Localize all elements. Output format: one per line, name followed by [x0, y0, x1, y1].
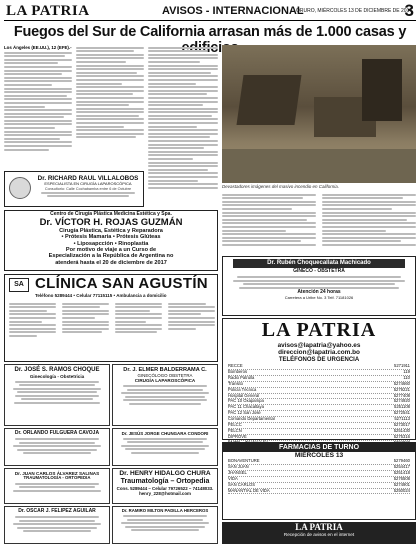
footer-title: LA PATRIA [295, 522, 343, 532]
felipez-name: Dr. OSCAR J. FELIPEZ AGUILAR [18, 508, 96, 514]
fulguera-name: Dr. ORLANDO FULGUERA CAVOJA [14, 430, 100, 436]
pharmacy-row-name: SAN CARLOS [228, 481, 255, 487]
pharmacy-row-name: JHANSEL [228, 469, 247, 475]
pharmacies-list [223, 459, 415, 494]
balderrama-name: Dr. J. ELMER BALDERRAMA C. [123, 367, 207, 373]
newspaper-logo: LA PATRIA [6, 3, 90, 19]
vital-line-5: Especialización a la República de Argentina no [48, 253, 174, 260]
directory-row-name: PAC 12 San José [228, 410, 261, 416]
emergency-directory [222, 318, 416, 440]
article-column-4 [222, 192, 316, 254]
directory-row-name: PAC 10 Oxapampa [228, 398, 264, 404]
directory-row-name: FELCN [228, 427, 242, 433]
ad-dr-alvarez-salinas [4, 468, 110, 504]
article-dateline: Los Ángeles (EE.UU.), 12 (EFE).- [4, 45, 72, 50]
vital-line-1: Cirugía Plástica, Estética y Reparadora [59, 227, 163, 234]
directory-row-phone: 110 [403, 374, 410, 380]
ad-dr-chungara-condori [112, 428, 218, 466]
vital-line-6: atenderá hasta el 20 de diciembre de 2017 [55, 259, 167, 266]
condori-name: Dr. JESÚS JORGE CHUNGARA CONDORI [121, 431, 209, 436]
ramos-specialty: Ginecología - Obstetricia [29, 373, 85, 379]
directory-row-phone: 5277408 [393, 392, 410, 398]
directory-row-name: Comando Departamental [228, 416, 275, 422]
pharmacy-row-phone: 5279460 [393, 458, 410, 463]
directory-row-phone: 5275316 [393, 433, 410, 439]
pharmacy-row-phone: 5254417 [393, 463, 410, 469]
page-header [4, 3, 416, 21]
pharmacy-row-name: SAN JUAN [228, 463, 249, 469]
directory-row-phone: 5274660 [393, 380, 410, 386]
machicado-address: Carretera a Uribe No. 3 Telf. 71181026 [284, 294, 354, 300]
clinic-logo-icon [9, 177, 31, 199]
ad-dr-raul-villalobos [4, 171, 144, 207]
clinic-services [9, 301, 215, 359]
machicado-name: Dr. Rubén Choquecallata Machicado [267, 260, 371, 266]
balderrama-sub: CIRUGÍA LAPAROSCÓPICA [134, 378, 196, 384]
doctor-specialty: ESPECIALISTA EN CIRUGÍA LAPAROSCÓPICA [44, 181, 132, 187]
hidalgo-specialty: Traumatología – Ortopedia [120, 477, 210, 485]
ad-dr-padilla-herceros [112, 506, 218, 544]
pharmacy-row-name: VIDA [228, 475, 238, 481]
ad-dr-hidalgo-chura [112, 468, 218, 504]
directory-row-name: Hospital General [228, 392, 260, 398]
ad-clinica-san-agustin [4, 274, 218, 362]
directory-row-name: RECCE [228, 363, 243, 368]
hidalgo-phones: Cons. 5289444 – Celular 79726522 – 74148033. henry_228@hotmail.com [116, 485, 214, 496]
directory-title: LA PATRIA [261, 319, 377, 341]
doctor-name: Dr. RICHARD RAUL VILLALOBOS [37, 175, 139, 182]
ad-vital-cirugia-plastica [4, 210, 218, 271]
article-column-3 [148, 45, 218, 215]
alvarez-name: Dr. JUAN CARLOS ÁLVAREZ SALINAS [14, 471, 100, 476]
vital-line-2: • Prótesis Mamaria • Prótesis Glúteas [61, 234, 161, 241]
vital-line-3: • Liposapcción • Rinoplastia [73, 240, 149, 247]
clinic-title: CLÍNICA SAN AGUSTÍN [35, 275, 208, 292]
vital-doctor-name: Dr. VÍCTOR H. ROJAS GUZMÁN [39, 216, 183, 228]
pharmacy-row-name: MANANTIAL DE VIDA [228, 487, 270, 493]
machicado-hours: Atención 24 horas [297, 289, 341, 296]
balderrama-specialty: GINECÓLOGO OBSTETRA [137, 373, 193, 379]
article-column-1 [4, 45, 72, 169]
pharmacy-row [228, 489, 410, 495]
directory-row-name: Radio Patrulla [228, 374, 255, 380]
directory-row-phone: 5251108 [394, 404, 410, 410]
ad-dr-machicado [222, 256, 416, 316]
pharmacy-row-phone: 5251418 [393, 469, 410, 475]
directory-row-phone: 5274920 [393, 398, 410, 404]
ad-dr-ramos-choque [4, 364, 110, 426]
pharmacies-day: MIÉRCOLES 13 [294, 452, 344, 459]
clinic-sa-logo-icon: SA [9, 278, 29, 292]
directory-row-phone: 5273017 [393, 422, 410, 428]
directory-row-name: Bomberos [228, 368, 248, 374]
doctor-address: Consultorio: Calle Cochabamba entre 6 de Octubre [44, 186, 132, 191]
pharmacy-row-phone: 5250024 [393, 487, 410, 493]
machicado-specialty: GINECO - OBSTETRA [293, 267, 345, 274]
directory-row-name: FELCC [228, 422, 242, 428]
directory-row-phone: 5272541 [393, 410, 410, 416]
article-headline: Fuegos del Sur de California arrasan más de 1.000 casas y [13, 24, 407, 40]
photo-caption: Devastadores imágenes del masivo incendio en California. [222, 184, 340, 189]
page-number: 3 [404, 1, 414, 20]
ramos-name: Dr. JOSÉ S. RAMOS CHOQUE [14, 367, 100, 373]
footer-banner [222, 522, 416, 544]
issue-date: ORURO, MIÉRCOLES 13 DE DICIEMBRE DE 2017 [296, 8, 413, 14]
directory-row-name: Tránsito [228, 380, 243, 386]
directory-email-2: direccion@lapatria.com.bo [278, 349, 360, 356]
pharmacies-title: FARMACIAS DE TURNO [223, 443, 415, 452]
ad-dr-fulguera [4, 428, 110, 466]
ad-dr-felipez-aguilar [4, 506, 110, 544]
directory-row-name: Policía Técnica [228, 386, 257, 392]
hidalgo-name: Dr. HENRY HIDALGO CHURA [119, 470, 211, 477]
fire-photo [222, 45, 416, 183]
directory-row-phone: 5271911 [394, 363, 410, 368]
pharmacy-row-phone: 5276508 [393, 475, 410, 481]
section-title: AVISOS - INTERNACIONAL [162, 5, 304, 17]
directory-row-name: PAC 11 Chacaltaya [228, 404, 264, 410]
clinic-phones: Teléfono 5289444 • Celular 77115115 • Ambulancia a domicilio [35, 293, 167, 298]
directory-row-phone: 119 [403, 368, 410, 374]
directory-row-name: DIPROVE [228, 433, 247, 439]
pharmacies-on-duty [222, 442, 416, 520]
directory-row-phone: 5251430 [393, 427, 410, 433]
alvarez-specialty: TRAUMATOLOGÍA - ORTOPEDIA [23, 475, 91, 481]
footer-line: Recepción de avisos en el internet [283, 532, 355, 537]
pharmacy-row-phone: 5274901 [393, 481, 410, 487]
directory-phones-title: TELÉFONOS DE URGENCIA [278, 357, 360, 363]
article-column-2 [76, 45, 144, 161]
article-column-5 [322, 192, 416, 254]
vital-tagline: Centro de Cirugía Plástica Medicina Estética y Spa. [50, 211, 172, 217]
ad-dr-balderrama [112, 364, 218, 426]
pharmacy-row-name: BONAVENTURE [228, 458, 260, 463]
vital-line-4: Por motivo de viaje a un Curso de [65, 247, 157, 254]
directory-row-phone: 5271113 [394, 416, 410, 422]
padilla-name: Dr. RAMIRO MILTON PADILLA HERCEROS [121, 508, 209, 513]
directory-row-phone: 5279221 [393, 386, 410, 392]
directory-email-1: avisos@lapatria@yahoo.es [277, 342, 361, 349]
